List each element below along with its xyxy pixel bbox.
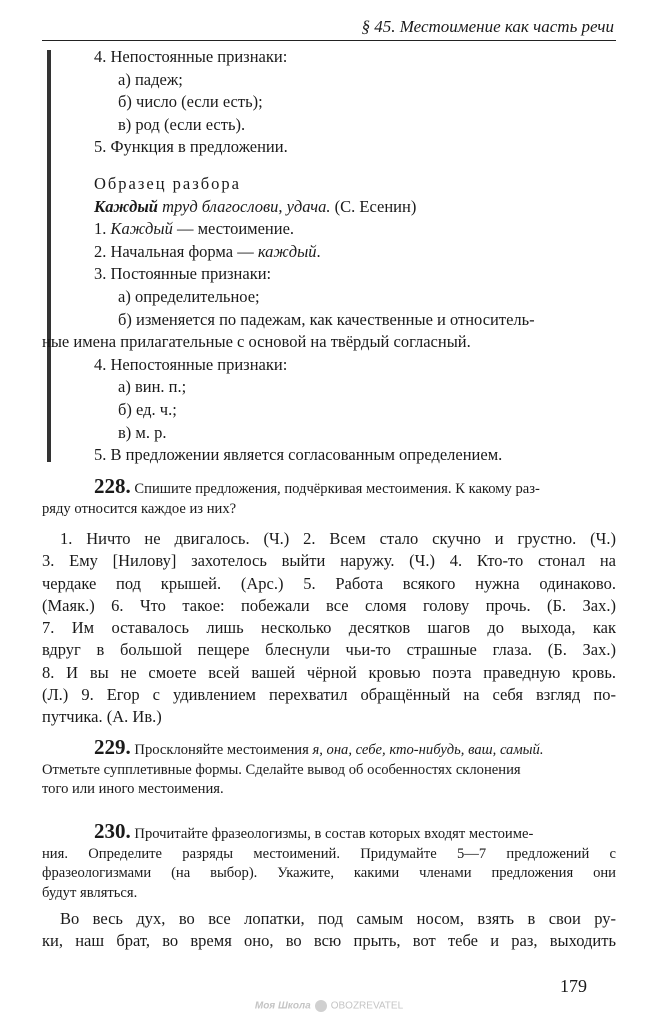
plan-item-4c: в) род (если есть). (118, 114, 246, 134)
sentence-line: вдруг в большой пещере блеснули чьи-то страшные глаза. (Б. Зах.) (42, 640, 616, 660)
sentence-line: (Маяк.) 6. Что такое: побежали все сломя голову прочь. (Б. Зах.) (42, 595, 616, 615)
sample-heading: Образец разбора (94, 174, 241, 193)
watermark-logo-icon (315, 1000, 327, 1012)
exercise-230-task-line2: ния. Определите разряды местоимений. Придумайте 5—7 предложений с (42, 845, 616, 862)
exercise-number: 229. (94, 735, 131, 759)
sample-source: (С. Есенин) (330, 196, 417, 216)
analysis-plan-tail (42, 46, 616, 159)
exercise-230 (42, 819, 616, 903)
sample-step-4c: в) м. р. (118, 422, 167, 442)
sentence-line: (Л.) 9. Егор с удивлением перехватил обращённый на себя взгляд по- (42, 685, 616, 705)
exercise-229-task-line1 (42, 735, 616, 761)
plan-item-5: 5. Функция в предложении. (94, 137, 288, 157)
sample-step-5: 5. В предложении является согласованным определением. (94, 445, 503, 465)
page-number: 179 (560, 976, 587, 996)
sample-step-3b-line2: ные имена прилагательные с основой на твёрдый согласный. (42, 332, 471, 352)
watermark-brand: OBOZREVATEL (330, 1000, 404, 1012)
step-1-number: 1. (94, 219, 111, 239)
sample-key-word: Каждый (94, 196, 158, 216)
sample-step-3b-line1: б) изменяется по падежам, как качественные и относитель- (118, 309, 535, 329)
exercise-228-task-line2: ряду относится каждое из них? (42, 500, 237, 517)
exercise-number: 230. (94, 819, 131, 843)
exercise-229-task-line2: Отметьте супплетивные формы. Сделайте вывод об особенностях склонения (42, 761, 521, 778)
sentence-line: 7. Им оставалось лишь несколько десятков шагов до выхода, как (42, 618, 616, 638)
sample-step-3a: а) определительное; (118, 286, 260, 306)
step-1-word: Каждый (110, 219, 173, 239)
phraseologism-line: ки, наш брат, во время оно, во всю прыть, вот тебе и раз, выходить (42, 931, 616, 951)
exercise-number: 228. (94, 474, 131, 498)
step-2-word: каждый (257, 241, 317, 261)
sample-step-3: 3. Постоянные признаки: (94, 264, 272, 284)
sample-sentence-text: труд благослови, удача. (157, 196, 331, 216)
exercise-230-task-line3: фразеологизмами (на выбор). Укажите, какими членами предложения они (42, 865, 616, 881)
sample-step-4b: б) ед. ч.; (118, 399, 177, 419)
sample-step-2 (42, 241, 616, 264)
sentence-line: 3. Ему [Нилову] захотелось выйти наружу. (Ч.) 4. Кто-то стонал на (42, 551, 616, 571)
exercise-230-task-line4: будут являться. (42, 884, 138, 901)
watermark-brand: Моя Школа (254, 1000, 311, 1012)
watermark (42, 1000, 616, 1012)
sample-step-1 (42, 218, 616, 241)
plan-item-4: 4. Непостоянные признаки: (94, 47, 288, 66)
step-2-end: . (316, 241, 321, 261)
sentence-line: чердаке под крышей. (Арс.) 5. Работа всякого нужна одинаково. (42, 573, 616, 593)
plan-item-4a: а) падеж; (118, 69, 183, 89)
sample-sentence (42, 196, 616, 219)
task-pronouns: я, она, себе, кто-нибудь, ваш, самый. (312, 742, 544, 758)
exercise-228-sentences (42, 528, 616, 729)
exercise-229-task-line3: того или иного местоимения. (42, 781, 224, 797)
task-text: Спишите предложения, подчёркивая местоимения. К какому раз- (134, 481, 540, 497)
exercise-230-task-line1 (42, 819, 616, 845)
sample-step-4a: а) вин. п.; (118, 377, 187, 397)
sentence-line: путчика. (А. Ив.) (42, 707, 162, 727)
task-text: Просклоняйте местоимения (134, 742, 313, 758)
sample-analysis (42, 173, 616, 467)
section-header-title: § 45. Местоимение как часть речи (361, 17, 614, 36)
exercise-228 (42, 474, 616, 519)
sample-step-4: 4. Непостоянные признаки: (94, 354, 288, 374)
step-1-rest: — местоимение. (172, 219, 295, 239)
plan-item-4b: б) число (если есть); (118, 92, 263, 112)
task-text: Прочитайте фразеологизмы, в состав которых входят местоиме- (134, 826, 534, 842)
header-divider (42, 40, 616, 41)
exercise-228-task-line1 (42, 474, 616, 500)
exercise-230-phraseologisms (42, 908, 616, 953)
exercise-229 (42, 735, 616, 800)
sentence-line: 8. И вы не смоете всей вашей чёрной кровью поэта праведную кровь. (42, 662, 616, 682)
sentence-line: 1. Ничто не двигалось. (Ч.) 2. Всем стало скучно и грустно. (Ч.) (60, 529, 616, 548)
phraseologism-line: Во весь дух, во все лопатки, под самым носом, взять в свои ру- (60, 909, 616, 928)
step-2-text: 2. Начальная форма — (94, 241, 258, 261)
